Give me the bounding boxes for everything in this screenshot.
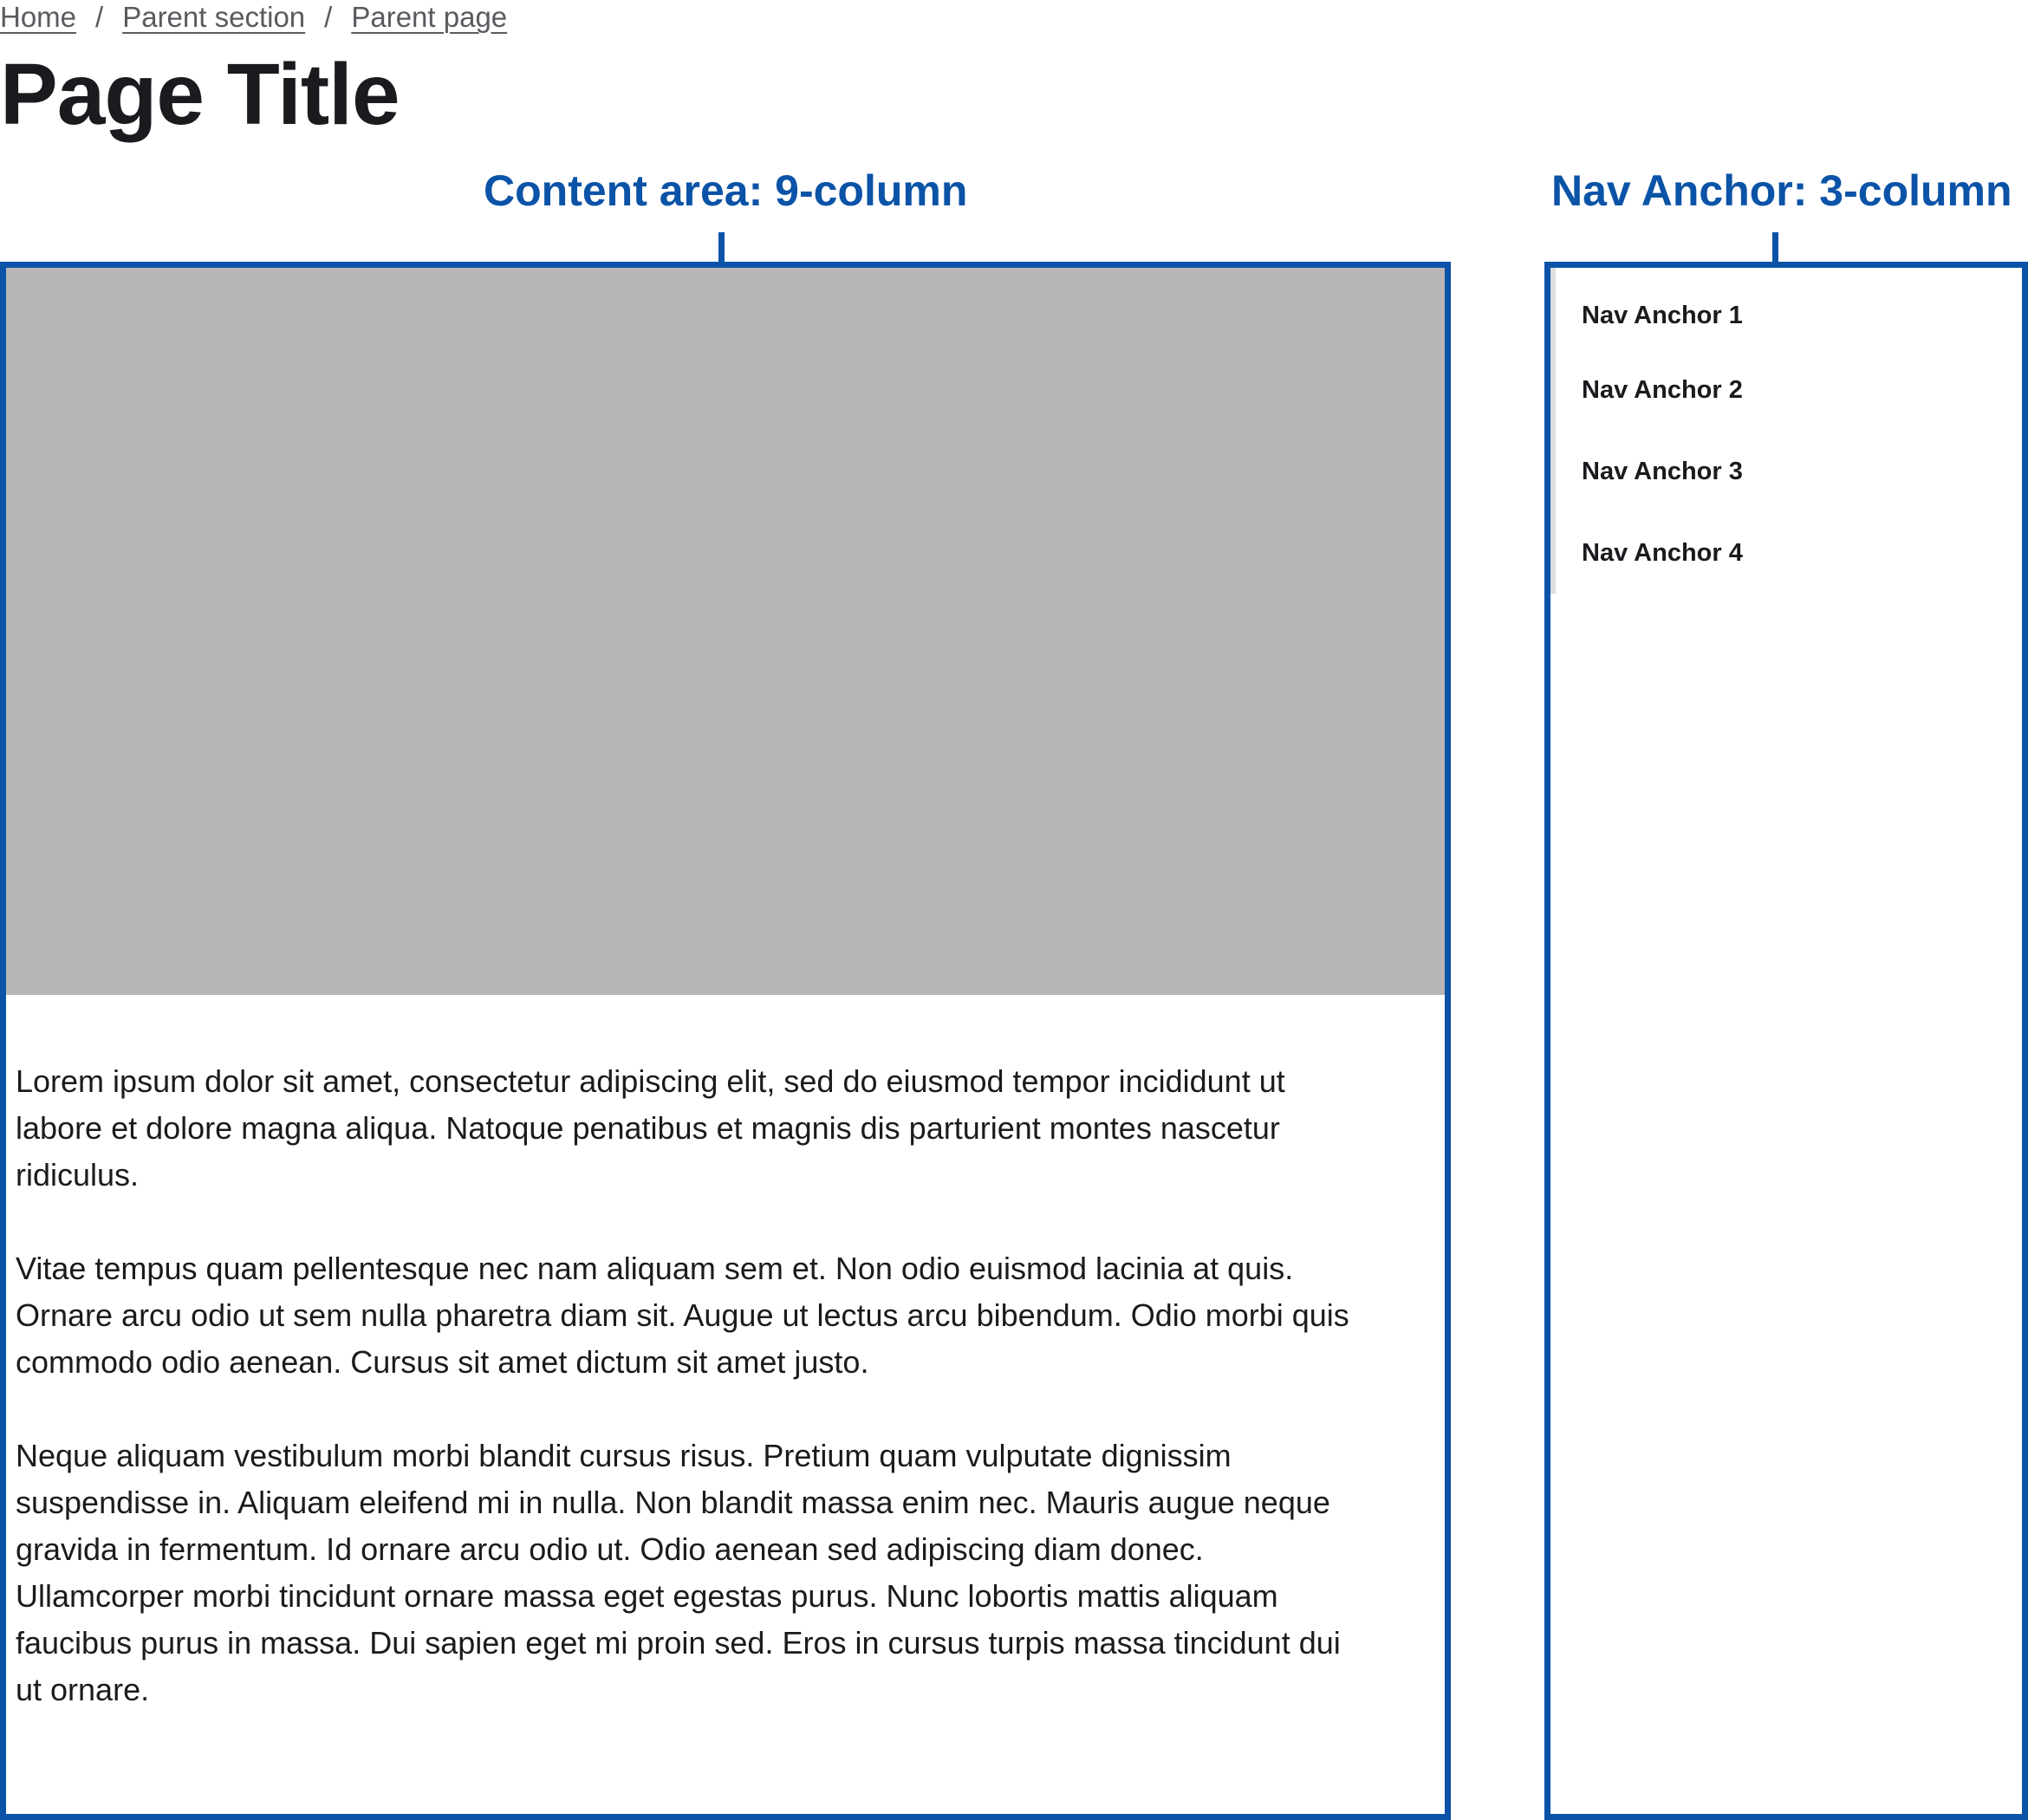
body-text bbox=[16, 1058, 1368, 1760]
nav-anchor-link-3[interactable]: Nav Anchor 3 bbox=[1582, 458, 1743, 485]
nav-anchor-link-4[interactable]: Nav Anchor 4 bbox=[1582, 539, 1743, 567]
content-area-annotation-label: Content area: 9-column bbox=[484, 166, 968, 215]
breadcrumb-link-home[interactable]: Home bbox=[0, 1, 77, 33]
page-title: Page Title bbox=[0, 46, 400, 143]
breadcrumb-link-parent-section[interactable]: Parent section bbox=[122, 1, 306, 33]
breadcrumb-separator: / bbox=[95, 1, 104, 33]
nav-anchor-link-1[interactable]: Nav Anchor 1 bbox=[1582, 302, 1743, 329]
content-area bbox=[0, 262, 1451, 1820]
hero-image-placeholder bbox=[6, 268, 1445, 995]
breadcrumb-link-parent-page[interactable]: Parent page bbox=[351, 1, 508, 33]
breadcrumb-separator: / bbox=[324, 1, 333, 33]
nav-anchor-link-2[interactable]: Nav Anchor 2 bbox=[1582, 376, 1743, 404]
nav-anchor-area bbox=[1544, 262, 2028, 1820]
paragraph-2: Vitae tempus quam pellentesque nec nam aliquam sem et. Non odio euismod lacinia at quis. Ornare arcu odio ut sem nulla pharetra diam sit. Augue ut lectus arcu bibendum. Odio morbi quis commodo odio aenean. Cursus sit amet dictum sit amet justo. bbox=[16, 1251, 1349, 1380]
nav-anchor-annotation-label: Nav Anchor: 3-column bbox=[1551, 166, 2012, 215]
paragraph-1: Lorem ipsum dolor sit amet, consectetur adipiscing elit, sed do eiusmod tempor incididunt ut labore et dolore magna aliqua. Natoque penatibus et magnis dis parturient montes nascetur ridiculus. bbox=[16, 1063, 1285, 1193]
paragraph-3: Neque aliquam vestibulum morbi blandit cursus risus. Pretium quam vulputate dignissim suspendisse in. Aliquam eleifend mi in nulla. Non blandit massa enim nec. Mauris augue neque gravida in fermentum. Id ornare arcu odio ut. Odio aenean sed adipiscing diam donec. Ullamcorper morbi tincidunt ornare massa eget egestas purus. Nunc lobortis mattis aliquam faucibus purus in massa. Dui sapien eget mi proin sed. Eros in cursus turpis massa tincidunt dui ut ornare. bbox=[16, 1438, 1341, 1707]
breadcrumb bbox=[0, 0, 507, 35]
nav-anchor-list bbox=[1550, 268, 2022, 594]
